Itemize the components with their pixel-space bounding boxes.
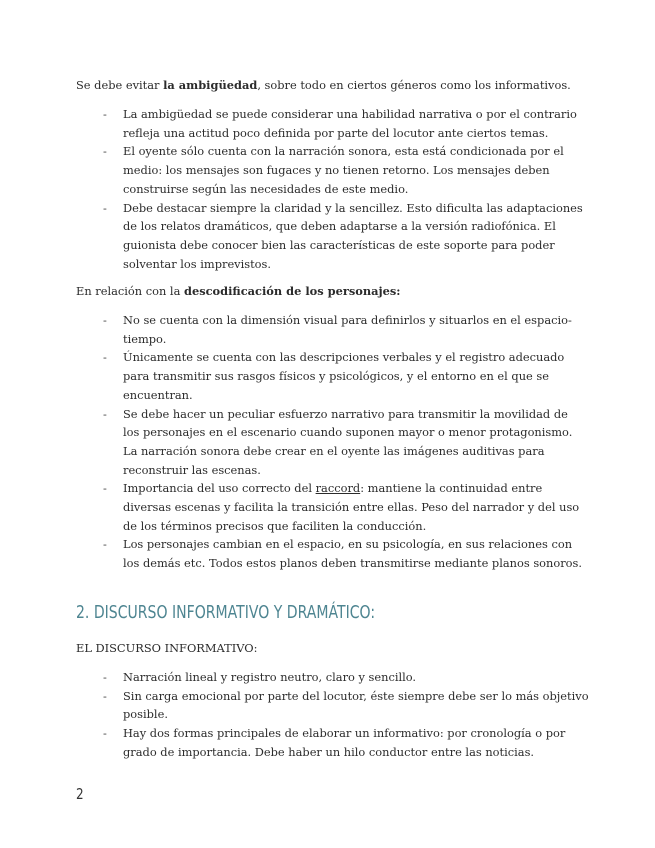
raccord-text-after: : mantiene la continuidad entre diversas escenas y facilita la transición entre ellas. Peso del narrador y del uso de los términos precisos que faciliten la conducción.: [123, 481, 580, 533]
informative-list: [123, 668, 593, 762]
list-item: - Narración lineal y registro neutro, claro y sencillo.: [123, 668, 593, 687]
characters-paragraph: [76, 282, 401, 301]
list-item: - Los personajes cambian en el espacio, en su psicología, en sus relaciones con los demás etc. Todos estos planos deben transmitirse mediante planos sonoros.: [123, 535, 585, 572]
characters-text-before: En relación con la: [76, 284, 184, 298]
list-item: - El oyente sólo cuenta con la narración sonora, esta está condicionada por el medio: los mensajes son fugaces y no tienen retorno. Los mensajes deben construirse según las necesidades de este medio.: [123, 142, 593, 198]
list-item: - Únicamente se cuenta con las descripciones verbales y el registro adecuado para transmitir sus rasgos físicos y psicológicos, y el entorno en el que se encuentran.: [123, 348, 585, 404]
intro-text-after: , sobre todo en ciertos géneros como los informativos.: [257, 78, 571, 92]
list-item: - No se cuenta con la dimensión visual para definirlos y situarlos en el espacio-tiempo.: [123, 311, 585, 348]
intro-paragraph: [76, 76, 571, 95]
list-item: - Debe destacar siempre la claridad y la sencillez. Esto dificulta las adaptaciones de los relatos dramáticos, que deben adaptarse a la versión radiofónica. El guionista debe conocer bien las características de este soporte para poder solventar los imprevistos.: [123, 199, 593, 274]
characters-list: [123, 311, 585, 573]
list-item: - Se debe hacer un peculiar esfuerzo narrativo para transmitir la movilidad de los personajes en el escenario cuando suponen mayor o menor protagonismo. La narración sonora debe crear en el oyente las imágenes auditivas para reconstruir las escenas.: [123, 405, 585, 480]
page-number: 2: [76, 785, 84, 803]
subheading: EL DISCURSO INFORMATIVO:: [76, 641, 258, 655]
section-heading: 2. DISCURSO INFORMATIVO Y DRAMÁTICO:: [76, 602, 376, 623]
ambiguity-list: [123, 105, 593, 273]
intro-text-before: Se debe evitar: [76, 78, 164, 92]
list-item: - Sin carga emocional por parte del locutor, éste siempre debe ser lo más objetivo posible.: [123, 687, 593, 724]
list-item: - Hay dos formas principales de elaborar un informativo: por cronología o por grado de importancia. Debe haber un hilo conductor entre las noticias.: [123, 724, 593, 761]
raccord-link[interactable]: raccord: [315, 481, 361, 496]
raccord-text-before: Importancia del uso correcto del: [123, 481, 316, 496]
list-item: - La ambigüedad se puede considerar una habilidad narrativa o por el contrario refleja una actitud poco definida por parte del locutor ante ciertos temas.: [123, 105, 593, 142]
list-item: [123, 479, 585, 535]
intro-bold-term: la ambigüedad: [163, 78, 258, 92]
characters-bold-term: descodificación de los personajes:: [183, 284, 401, 298]
